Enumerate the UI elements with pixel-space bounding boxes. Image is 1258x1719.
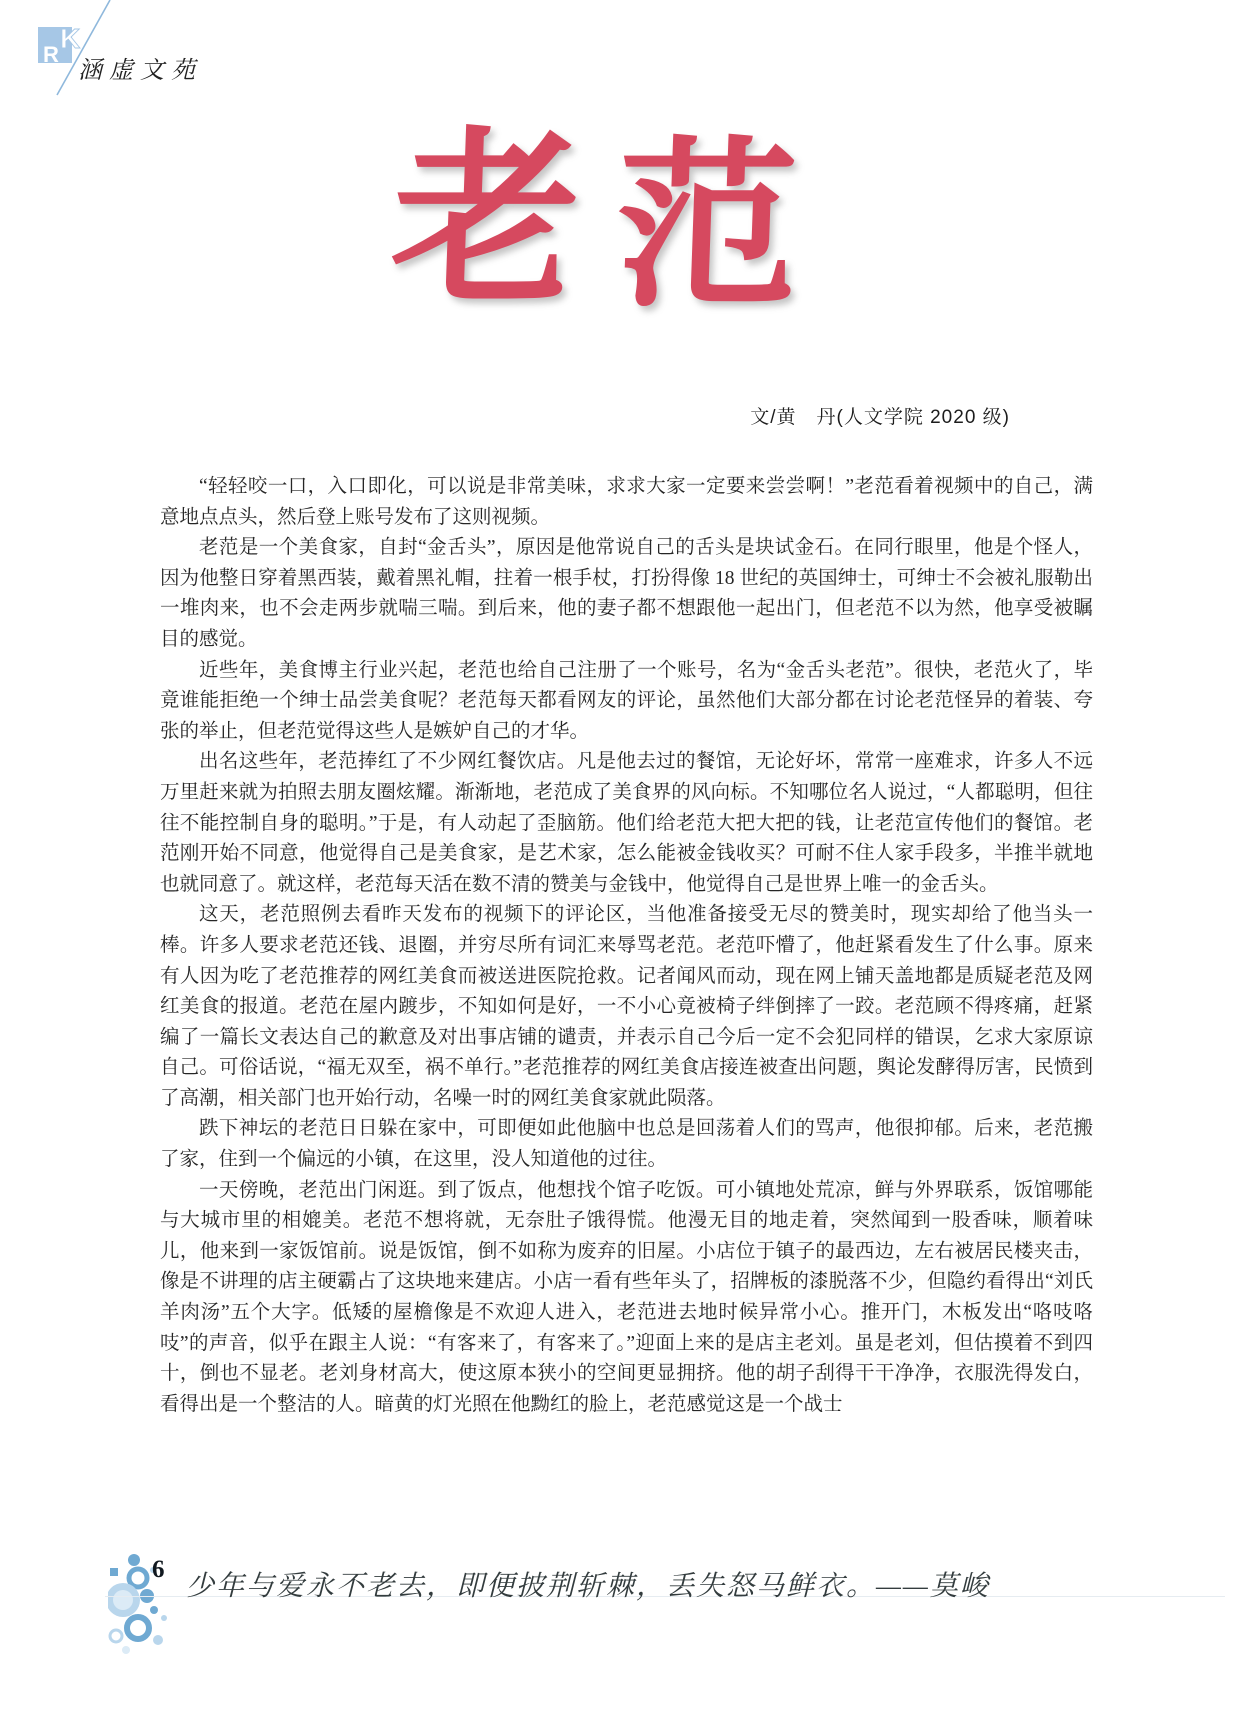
- page-header: [0, 0, 400, 110]
- article-title: [388, 117, 802, 343]
- paragraph: 近些年，美食博主行业兴起，老范也给自己注册了一个账号，名为“金舌头老范”。很快，老范火了，毕竟谁能拒绝一个绅士品尝美食呢？老范每天都看网友的评论，虽然他们大部分都在讨论老范怪异的着装、夸张的举止，但老范觉得这些人是嫉妒自己的才华。: [160, 659, 1093, 742]
- title-char-right: 范: [612, 128, 802, 329]
- bubbles-icon: [108, 1548, 186, 1658]
- title-char-left: 老: [388, 117, 584, 326]
- logo-letter-k: K: [60, 23, 81, 54]
- paragraph: 出名这些年，老范捧红了不少网红餐饮店。凡是他去过的餐馆，无论好坏，常常一座难求，许多人不远万里赶来就为拍照去朋友圈炫耀。渐渐地，老范成了美食界的风向标。不知哪位名人说过，“人都聪明，但往往不能控制自身的聪明。”于是，有人动起了歪脑筋。他们给老范大把大把的钱，让老范宣传他们的餐馆。老范刚开始不同意，他觉得自己是美食家，是艺术家，怎么能被金钱收买？可耐不住人家手段多，半推半就地也就同意了。就这样，老范每天活在数不清的赞美与金钱中，他觉得自己是世界上唯一的金舌头。: [160, 751, 1093, 895]
- paragraph: 跌下神坛的老范日日躲在家中，可即便如此他脑中也总是回荡着人们的骂声，他很抑郁。后来，老范搬了家，住到一个偏远的小镇，在这里，没人知道他的过往。: [160, 1118, 1093, 1171]
- paragraph: 老范是一个美食家，自封“金舌头”，原因是他常说自己的舌头是块试金石。在同行眼里，他是个怪人，因为他整日穿着黑西装，戴着黑礼帽，拄着一根手杖，打扮得像 18 世纪的英国绅士，可绅士不会被礼服勒出一堆肉来，也不会走两步就喘三喘。到后来，他的妻子都不想跟他一起出门，但老范不以为然，他享受被瞩目的感觉。: [160, 537, 1093, 650]
- paragraph: “轻轻咬一口，入口即化，可以说是非常美味，求求大家一定要来尝尝啊！”老范看着视频中的自己，满意地点点头，然后登上账号发布了这则视频。: [160, 476, 1093, 528]
- paragraph: 一天傍晚，老范出门闲逛。到了饭点，他想找个馆子吃饭。可小镇地处荒凉，鲜与外界联系，饭馆哪能与大城市里的相媲美。老范不想将就，无奈肚子饿得慌。他漫无目的地走着，突然闻到一股香味，顺着味儿，他来到一家饭馆前。说是饭馆，倒不如称为废弃的旧屋。小店位于镇子的最西边，左右被居民楼夹击，像是不讲理的店主硬霸占了这块地来建店。小店一看有些年头了，招牌板的漆脱落不少，但隐约看得出“刘氏羊肉汤”五个大字。低矮的屋檐像是不欢迎人进入，老范进去地时候异常小心。推开门，木板发出“咯吱咯吱”的声音，似乎在跟主人说：“有客来了，有客来了。”迎面上来的是店主老刘。虽是老刘，但估摸着不到四十，倒也不显老。老刘身材高大，使这原本狭小的空间更显拥挤。他的胡子刮得干干净净，衣服洗得发白，看得出是一个整洁的人。暗黄的灯光照在他黝红的脸上，老范感觉这是一个战士: [160, 1179, 1093, 1415]
- article-body: [160, 472, 1093, 1420]
- page-footer: [0, 1540, 1258, 1660]
- footer-quote: 少年与爱永不老去，即便披荆斩棘，丢失怒马鲜衣。——莫峻: [186, 1571, 990, 1602]
- page-number: 6: [152, 1556, 165, 1583]
- logo-letter-r: R: [43, 42, 59, 67]
- byline: 文/黄 丹(人文学院 2020 级): [750, 407, 1010, 428]
- section-title: 涵虚文苑: [78, 58, 202, 84]
- paragraph: 这天，老范照例去看昨天发布的视频下的评论区，当他准备接受无尽的赞美时，现实却给了他当头一棒。许多人要求老范还钱、退圈，并穷尽所有词汇来辱骂老范。老范吓懵了，他赶紧看发生了什么事。原来有人因为吃了老范推荐的网红美食而被送进医院抢救。记者闻风而动，现在网上铺天盖地都是质疑老范及网红美食的报道。老范在屋内踱步，不知如何是好，一不小心竟被椅子绊倒摔了一跤。老范顾不得疼痛，赶紧编了一篇长文表达自己的歉意及对出事店铺的谴责，并表示自己今后一定不会犯同样的错误，乞求大家原谅自己。可俗话说，“福无双至，祸不单行。”老范推荐的网红美食店接连被查出问题，舆论发酵得厉害，民愤到了高潮，相关部门也开始行动，名噪一时的网红美食家就此陨落。: [160, 904, 1093, 1109]
